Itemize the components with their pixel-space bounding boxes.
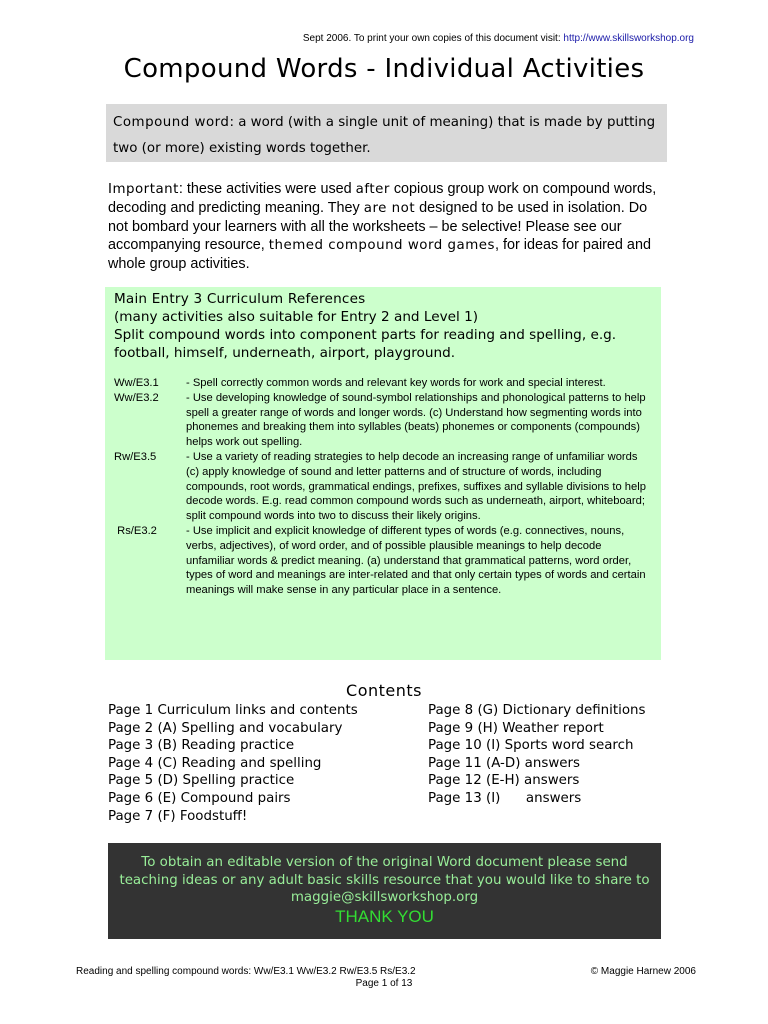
contents-item: Page 3 (B) Reading practice (108, 738, 295, 754)
contents-item: Page 5 (D) Spelling practice (108, 773, 295, 789)
website-link[interactable]: http://www.skillsworkshop.org (563, 33, 694, 44)
contents-item: Page 4 (C) Reading and spelling (108, 755, 322, 771)
header-note (0, 33, 694, 44)
definition-term: Compound word (113, 115, 230, 130)
contents-item: Page 9 (H) Weather report (428, 720, 604, 736)
curriculum-ref (114, 391, 652, 450)
ref-code: Rs/E3.2 (114, 524, 157, 537)
page-number: Page 1 of 13 (355, 978, 413, 989)
contents-item: Page 13 (I) answers (428, 790, 582, 806)
contents-item: Page 6 (E) Compound pairs (108, 790, 291, 806)
ref-text: - Use implicit and explicit knowledge of different types of words (e.g. connectives, nouns, verbs, adjectives), of word order, and of possible plausible meanings to help decode unfamiliar words & predict meaning. (a) understand that grammatical patterns, word order, types of word and meanings are inter-related and that only certain types of words and certain meanings will make sense in any particular place in a sentence. (186, 524, 646, 597)
important-text-1: : these activities were used (178, 181, 356, 197)
ref-text: - Use a variety of reading strategies to help decode an increasing range of unfamiliar words (c) apply knowledge of sound and letter patterns and of structure of words, including compounds, root words, grammatical endings, prefixes, suffixes and syllable divisions to help decode words. E.g. read common compound words such as underneath, airport, whiteboard; split compound words into two to discuss their likely origins. (186, 450, 646, 523)
important-label: Important (108, 182, 179, 197)
curriculum-ref (114, 450, 652, 524)
share-banner (108, 843, 661, 939)
curriculum-refs (114, 376, 652, 598)
banner-line-1: To obtain an editable version of the original Word document please send (141, 855, 628, 870)
contents-item: Page 12 (E-H) answers (428, 773, 580, 789)
ref-text: - Spell correctly common words and relevant key words for work and special interest. (186, 377, 606, 389)
important-note (108, 180, 668, 273)
curriculum-box (105, 287, 661, 660)
important-after: after (355, 182, 390, 197)
ref-code: Ww/E3.2 (114, 391, 159, 404)
important-text-2: copious group work on compound words, decoding and predicting meaning. They (108, 181, 657, 216)
banner-line-2: teaching ideas or any adult basic skills resource that you would like to share to (119, 872, 650, 888)
thank-you: THANK YOU (335, 906, 434, 926)
header-note-text: Sept 2006. To print your own copies of this document visit: (302, 33, 564, 44)
contents-list-right (428, 702, 645, 808)
contents-item: Page 2 (A) Spelling and vocabulary (108, 720, 343, 736)
contents-item: Page 8 (G) Dictionary definitions (428, 703, 646, 718)
contents-item: Page 11 (A-D) answers (428, 755, 581, 771)
important-are-not: are not (363, 201, 416, 216)
curriculum-ref (114, 524, 652, 598)
contents-item: Page 10 (I) Sports word search (428, 738, 634, 754)
curriculum-heading: Main Entry 3 Curriculum References (114, 291, 366, 307)
definition-box (106, 104, 667, 162)
curriculum-summary: Split compound words into component parts for reading and spelling, e.g. football, himself, underneath, airport, playground. (114, 327, 617, 361)
ref-code: Ww/E3.1 (114, 377, 159, 389)
footer-left: Reading and spelling compound words: Ww/E3.1 Ww/E3.2 Rw/E3.5 Rs/E3.2 (76, 966, 416, 977)
definition-text: : a word (with a single unit of meaning) that is made by putting two (or more) existing words together. (113, 115, 656, 156)
ref-text: - Use developing knowledge of sound-symbol relationships and phonological patterns to help spell a greater range of words and longer words. (c) Understand how segmenting words into phonemes and breaking them into syllables (beats) phonemes or components (compounds) helps work out spelling. (186, 391, 646, 449)
page-title: Compound Words - Individual Activities (123, 54, 645, 84)
resource-name: themed compound word games (268, 238, 495, 253)
contents-title: Contents (346, 681, 422, 700)
important-text-3: designed to be used in isolation. Do not bombard your learners with all the worksheets – be selective! Please see our accompanying resource, (108, 200, 648, 253)
email-link[interactable]: maggie@skillsworkshop.org (290, 890, 479, 905)
contents-item: Page 1 Curriculum links and contents (108, 703, 358, 718)
contents-list-left (108, 702, 358, 825)
important-text-4: , for ideas for paired and whole group activities. (108, 237, 651, 272)
ref-code: Rw/E3.5 (114, 450, 157, 463)
curriculum-note: (many activities also suitable for Entry 2 and Level 1) (114, 309, 479, 325)
contents-item: Page 7 (F) Foodstuff! (108, 808, 248, 824)
curriculum-ref (114, 376, 652, 391)
footer-copyright: © Maggie Harnew 2006 (590, 966, 696, 977)
